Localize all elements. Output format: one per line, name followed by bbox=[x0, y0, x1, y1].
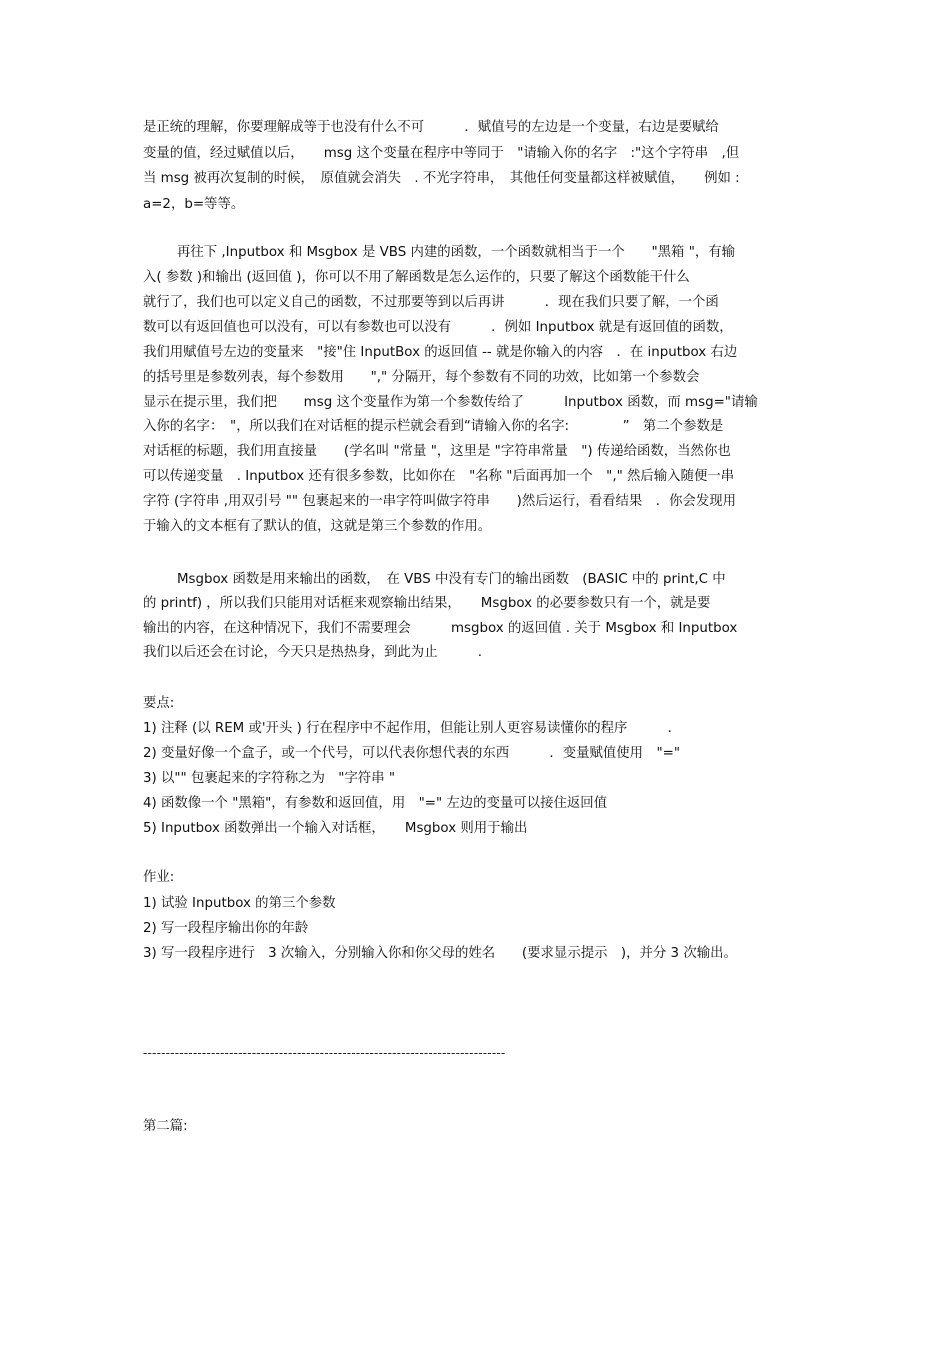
paragraph-2-line: 的括号里是参数列表，每个参数用 "," 分隔开，每个参数有不同的功效，比如第一个参数会 bbox=[143, 370, 700, 385]
paragraph-1-line: 是正统的理解，你要理解成等于也没有什么不可 ．赋值号的左边是一个变量，右边是要赋给 bbox=[143, 120, 719, 135]
key-point-item: 4) 函数像一个 "黑箱"，有参数和返回值，用 "=" 左边的变量可以接住返回值 bbox=[143, 796, 608, 811]
homework-item: 2) 写一段程序输出你的年龄 bbox=[143, 921, 309, 936]
paragraph-2-line: 入( 参数 )和输出 (返回值 )，你可以不用了解函数是怎么运作的，只要了解这个函数能干什么 bbox=[143, 270, 690, 285]
paragraph-2-line: 于输入的文本框有了默认的值，这就是第三个参数的作用。 bbox=[143, 519, 492, 534]
paragraph-3-line: 输出的内容，在这种情况下，我们不需要理会 msgbox 的返回值 . 关于 Msgbox 和 Inputbox bbox=[143, 621, 738, 636]
paragraph-2-line: 可以传递变量 . Inputbox 还有很多参数，比如你在 "名称 "后面再加一个 "," 然后输入随便一串 bbox=[143, 469, 735, 484]
paragraph-2-line: 再往下 ,Inputbox 和 Msgbox 是 VBS 内建的函数，一个函数就相当于一个 "黑箱 "，有输 bbox=[177, 245, 736, 260]
paragraph-3-line: 的 printf) ，所以我们只能用对话框来观察输出结果， Msgbox 的必要参数只有一个，就是要 bbox=[143, 596, 711, 611]
key-point-item: 2) 变量好像一个盒子，或一个代号，可以代表你想代表的东西 ．变量赋值使用 "=" bbox=[143, 746, 680, 761]
paragraph-2-line: 我们用赋值号左边的变量来 "接"住 InputBox 的返回值 -- 就是你输入的内容 ．在 inputbox 右边 bbox=[143, 345, 738, 360]
paragraph-2-line: 字符 (字符串 ,用双引号 "" 包裹起来的一串字符叫做字符串 )然后运行，看看结果 ．你会发现用 bbox=[143, 494, 737, 509]
paragraph-1-line: a=2，b=等等。 bbox=[143, 197, 245, 212]
homework-item: 3) 写一段程序进行 3 次输入，分别输入你和你父母的姓名 (要求显示提示 )，并分 3 次输出。 bbox=[143, 946, 737, 961]
paragraph-2-line: 就行了，我们也可以定义自己的函数，不过那要等到以后再讲 ．现在我们只要了解，一个函 bbox=[143, 295, 719, 310]
key-point-item: 1) 注释 (以 REM 或'开头 ) 行在程序中不起作用，但能让别人更容易读懂你的程序 ． bbox=[143, 721, 682, 736]
paragraph-2-line: 显示在提示里，我们把 msg 这个变量作为第一个参数传给了 Inputbox 函数，而 msg="请输 bbox=[143, 395, 758, 410]
section-divider: -------------------------------------------------------------------------------- bbox=[143, 1046, 506, 1060]
key-point-item: 3) 以"" 包裹起来的字符称之为 "字符串 " bbox=[143, 771, 396, 786]
paragraph-1-line: 变量的值，经过赋值以后， msg 这个变量在程序中等同于 "请输入你的名字 :"这个字符串 ,但 bbox=[143, 146, 740, 161]
paragraph-2-line: 对话框的标题，我们用直接量 (学名叫 "常量 "，这里是 "字符串常量 ") 传递给函数，当然你也 bbox=[143, 444, 731, 459]
paragraph-3-line: 我们以后还会在讨论，今天只是热热身，到此为止 . bbox=[143, 645, 483, 660]
paragraph-3-line: Msgbox 函数是用来输出的函数， 在 VBS 中没有专门的输出函数 (BASIC 中的 print,C 中 bbox=[177, 572, 726, 587]
key-point-item: 5) Inputbox 函数弹出一个输入对话框， Msgbox 则用于输出 bbox=[143, 821, 528, 836]
paragraph-2-line: 数可以有返回值也可以没有，可以有参数也可以没有 ．例如 Inputbox 就是有返回值的函数， bbox=[143, 320, 733, 335]
key-points-heading: 要点: bbox=[143, 696, 175, 711]
homework-item: 1) 试验 Inputbox 的第三个参数 bbox=[143, 896, 336, 911]
homework-heading: 作业: bbox=[143, 870, 175, 885]
paragraph-2-line: 入你的名字： "，所以我们在对话框的提示栏就会看到“请输入你的名字: ” 第二个参数是 bbox=[143, 419, 724, 434]
section-title: 第二篇: bbox=[143, 1119, 188, 1134]
paragraph-1-line: 当 msg 被再次复制的时候， 原值就会消失 . 不光字符串， 其他任何变量都这样被赋值， 例如 : bbox=[143, 171, 740, 186]
